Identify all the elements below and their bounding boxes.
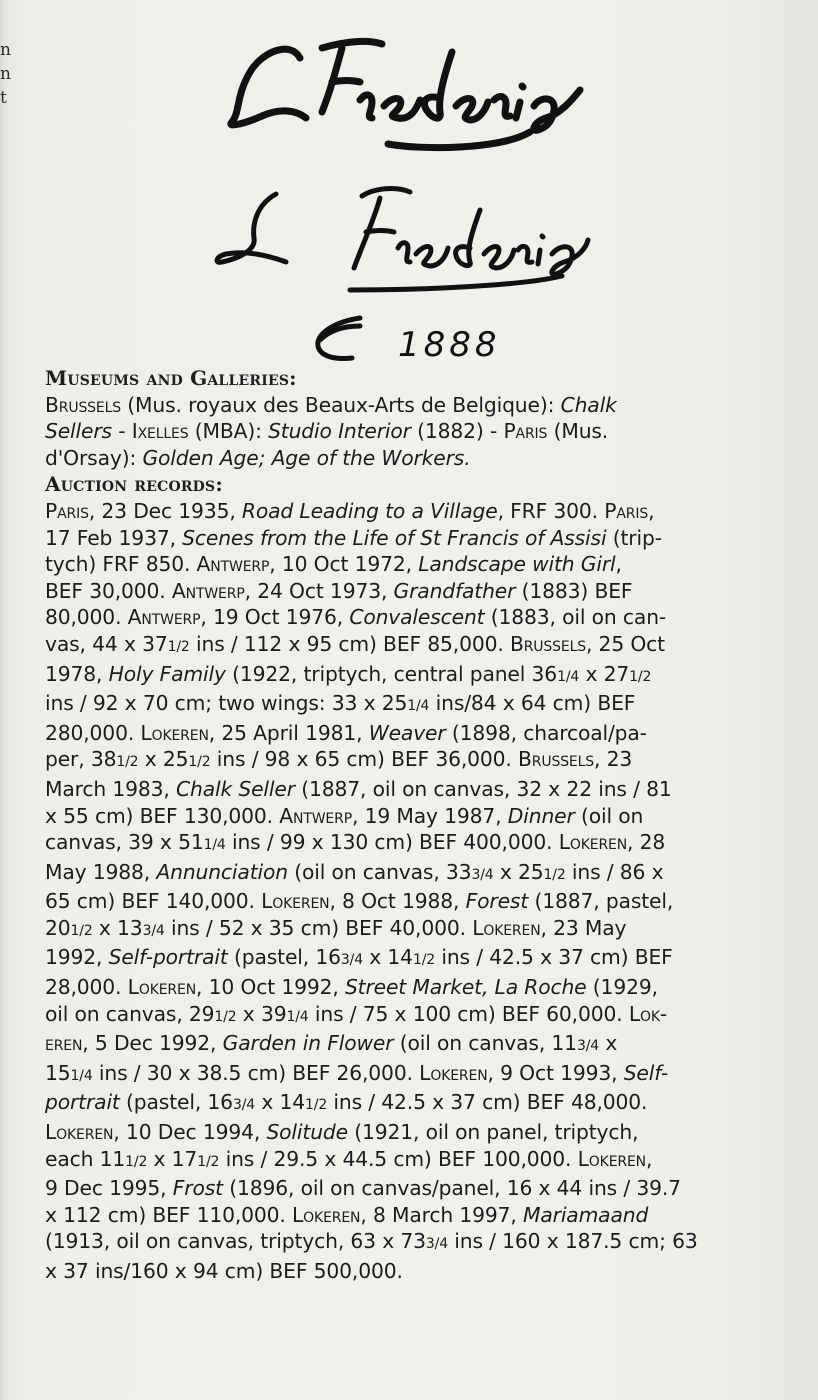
margin-glyph: n (0, 64, 11, 84)
museums-text: Brussels (Mus. royaux des Beaux-Arts de Belgique): Chalk Sellers - Ixelles (MBA): Studio Interior (1882) - Paris (Mus. d'Orsay): Golden Age; Age of the Workers. (45, 392, 617, 470)
signature-samples (0, 0, 818, 380)
auction-records-text: Paris, 23 Dec 1935, Road Leading to a Village, FRF 300. Paris, 17 Feb 1937, Scenes from the Life of St Francis of Assisi (trip- tych) FRF 850. Antwerp, 10 Oct 1972, Landscape with Girl, BEF 30,000. Antwerp, 24 Oct 1973, Grandfather (1883) BEF 80,000. Antwerp, 19 Oct 1976, Convalescent (1883, oil on can- vas, 44 x 371/2 ins / 112 x 95 cm) BEF 85,000. Brussels, 25 Oct 1978, Holy Family (1922, triptych, central panel 361/4 x 271/2 ins / 92 x 70 cm; two wings: 33 x 251/4 ins/84 x 64 cm) BEF 280,000. Lokeren, 25 April 1981, Weaver (1898, charcoal/pa- per, 381/2 x 251/2 ins / 98 x 65 cm) BEF 36,000. Brussels, 23 March 1983, Chalk Seller (1887, oil on canvas, 32 x 22 ins / 81 x 55 cm) BEF 130,000. Antwerp, 19 May 1987, Dinner (oil on canvas, 39 x 511/4 ins / 99 x 130 cm) BEF 400,000. Lokeren, 28 May 1988, Annunciation (oil on canvas, 333/4 x 251/2 ins / 86 x 65 cm) BEF 140,000. Lokeren, 8 Oct 1988, Forest (1887, pastel, 201/2 x 133/4 ins / 52 x 35 cm) BEF 40,000. Lokeren, 23 May 1992, Self-portrait (pastel, 163/4 x 141/2 ins / 42.5 x 37 cm) BEF 28,000. Lokeren, 10 Oct 1992, Street Market, La Roche (1929, oil on canvas, 291/2 x 391/4 ins / 75 x 100 cm) BEF 60,000. Lok- eren, 5 Dec 1992, Garden in Flower (oil on canvas, 113/4 x 151/4 ins / 30 x 38.5 cm) BEF 26,000. Lokeren, 9 Oct 1993, Self- portrait (pastel, 163/4 x 141/2 ins / 42.5 x 37 cm) BEF 48,000. Lokeren, 10 Dec 1994, Solitude (1921, oil on panel, triptych, each 111/2 x 171/2 ins / 29.5 x 44.5 cm) BEF 100,000. Lokeren, 9 Dec 1995, Frost (1896, oil on canvas/panel, 16 x 44 ins / 39.7 x 112 cm) BEF 110,000. Lokeren, 8 March 1997, Mariamaand (1913, oil on canvas, triptych, 63 x 733/4 ins / 160 x 187.5 cm; 63 x 37 ins/160 x 94 cm) BEF 500,000. (45, 498, 698, 1283)
margin-glyph: t (0, 88, 7, 108)
museums-heading: Museums and Galleries: (45, 366, 297, 390)
signature-2 (217, 189, 588, 290)
auction-heading: Auction records: (45, 472, 223, 497)
signature-year: 1888 (398, 325, 501, 365)
entry-text (33, 365, 758, 1285)
margin-glyph: n (0, 40, 11, 60)
signature-1 (231, 41, 580, 147)
signature-year-flourish (318, 318, 360, 359)
